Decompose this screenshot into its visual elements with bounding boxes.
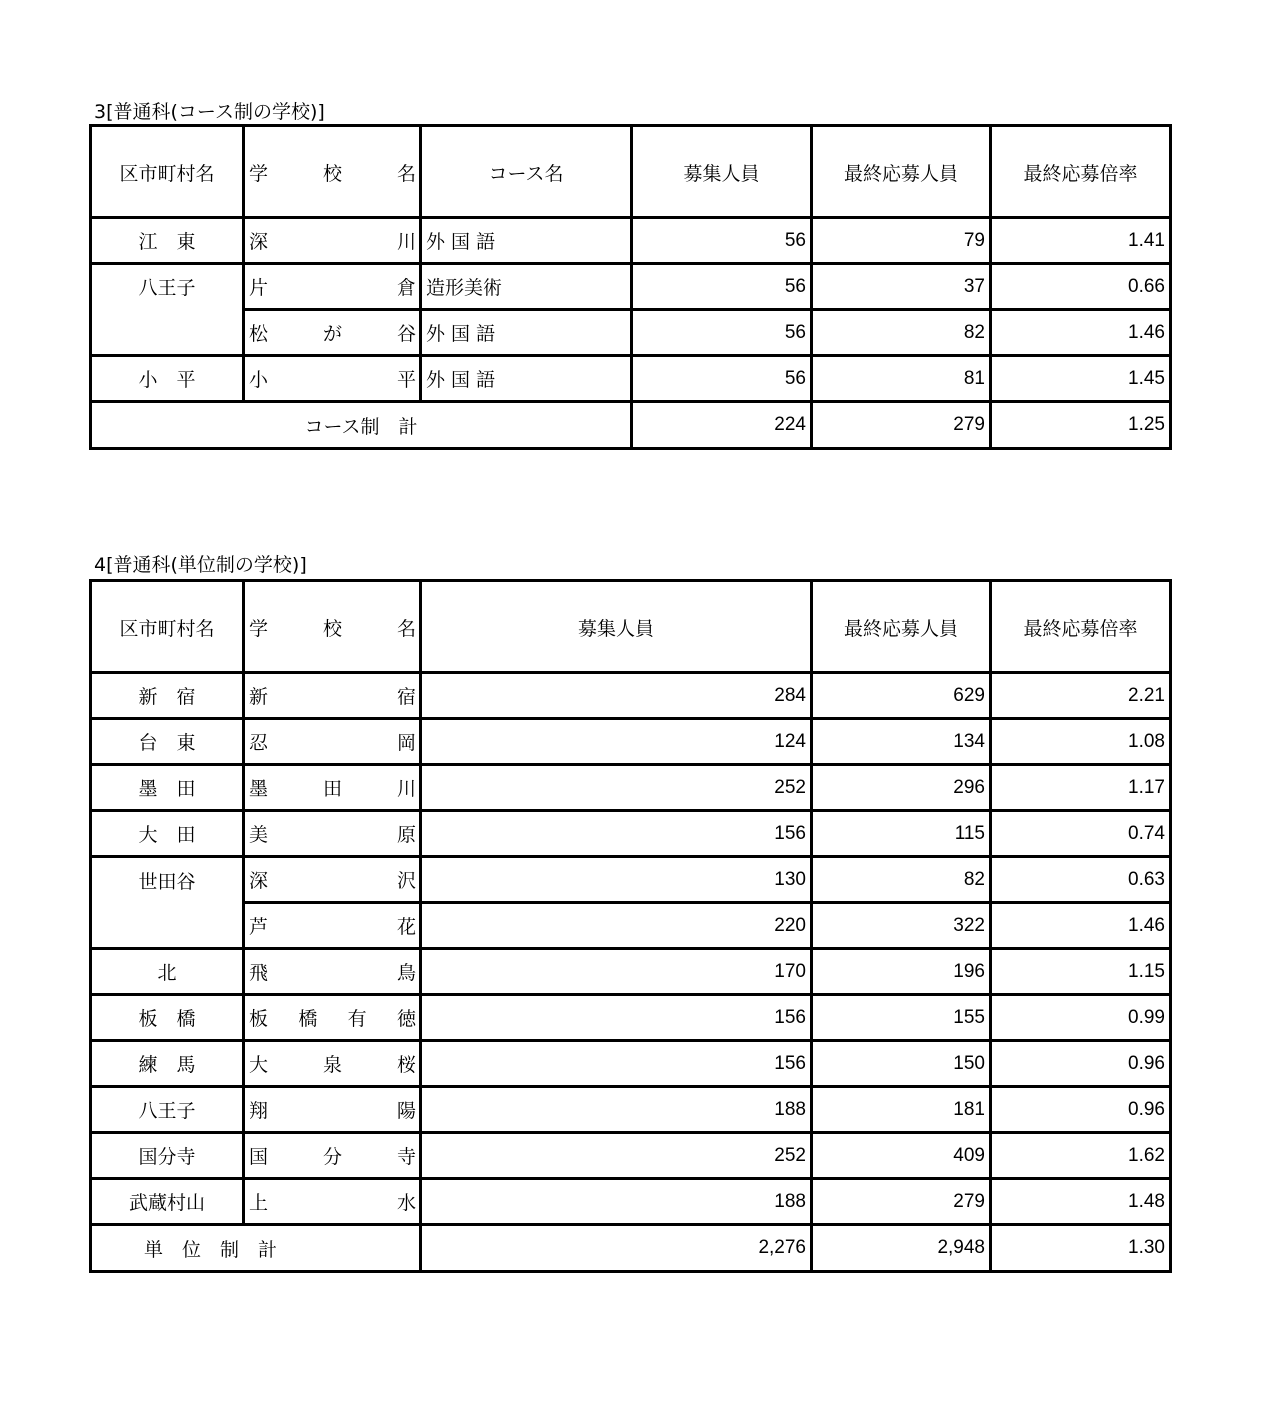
applicants-cell: 81	[963, 367, 985, 389]
header-ratio: 最終応募倍率	[1023, 618, 1138, 640]
total-capacity: 224	[774, 414, 806, 435]
ratio-cell: 1.45	[1128, 367, 1165, 389]
district-cell: 大 田	[138, 824, 196, 846]
header-applicants: 最終応募人員	[843, 163, 958, 185]
header-school-char: 校	[322, 163, 342, 185]
school-char: 芦	[249, 916, 269, 938]
section-3-title: 3[普通科(コース制の学校)]	[94, 101, 325, 123]
school-char: 飛	[249, 962, 269, 984]
school-char: 国	[249, 1146, 269, 1168]
ratio-cell: 1.62	[1128, 1144, 1165, 1166]
school-char: 川	[396, 778, 416, 800]
school-cell	[245, 674, 419, 717]
applicants-cell: 629	[953, 684, 985, 706]
school-cell	[245, 766, 419, 809]
school-cell	[245, 858, 419, 901]
capacity-cell: 188	[774, 1098, 806, 1120]
school-char: 有	[347, 1008, 367, 1030]
school-cell	[245, 950, 419, 993]
total-applicants: 2,948	[937, 1237, 985, 1258]
ratio-cell: 2.21	[1128, 684, 1165, 706]
capacity-cell: 252	[774, 776, 806, 798]
school-cell	[245, 1134, 419, 1177]
district-cell: 練 馬	[138, 1054, 196, 1076]
district-cell: 台 東	[138, 732, 196, 754]
school-char: 水	[396, 1192, 416, 1214]
total-label: コース制 計	[304, 415, 418, 438]
capacity-cell: 56	[784, 367, 806, 389]
capacity-cell: 156	[774, 822, 806, 844]
header-school	[245, 127, 419, 216]
school-char: 沢	[396, 870, 416, 892]
school-char: 寺	[396, 1146, 416, 1168]
header-capacity: 募集人員	[683, 163, 760, 185]
district-cell: 北	[157, 962, 177, 984]
district-cell: 板 橋	[138, 1008, 196, 1030]
ratio-cell: 1.15	[1128, 960, 1165, 982]
header-school-char: 学	[249, 618, 269, 640]
school-char: 忍	[249, 732, 269, 754]
applicants-cell: 82	[963, 868, 985, 890]
school-cell	[245, 311, 419, 354]
capacity-cell: 284	[774, 684, 806, 706]
applicants-cell: 155	[953, 1006, 985, 1028]
header-course: コース名	[488, 163, 564, 185]
applicants-cell: 196	[953, 960, 985, 982]
school-char: 深	[249, 231, 269, 253]
capacity-cell: 56	[784, 275, 806, 297]
total-capacity: 2,276	[758, 1237, 806, 1258]
district-cell: 国分寺	[138, 1146, 196, 1168]
district-cell: 八王子	[138, 277, 196, 299]
header-school	[245, 582, 419, 671]
applicants-cell: 181	[953, 1098, 985, 1120]
school-char: 深	[249, 870, 269, 892]
school-char: 平	[396, 369, 416, 391]
header-applicants: 最終応募人員	[843, 618, 958, 640]
school-cell	[245, 265, 419, 308]
applicants-cell: 150	[953, 1052, 985, 1074]
ratio-cell: 1.46	[1128, 321, 1165, 343]
school-cell	[245, 1180, 419, 1223]
school-char: 橋	[298, 1008, 318, 1030]
school-char: 原	[396, 824, 416, 846]
header-ratio: 最終応募倍率	[1023, 163, 1138, 185]
course-cell: 造形美術	[426, 277, 503, 299]
school-cell	[245, 1088, 419, 1131]
school-char: 徳	[396, 1008, 416, 1030]
district-cell: 世田谷	[138, 871, 196, 893]
school-char: 宿	[396, 686, 416, 708]
school-cell	[245, 219, 419, 262]
school-char: 小	[249, 369, 269, 391]
course-cell: 外 国 語	[426, 369, 496, 391]
district-cell: 新 宿	[138, 686, 196, 708]
school-char: 川	[396, 231, 416, 253]
applicants-cell: 37	[963, 275, 985, 297]
school-char: 新	[249, 686, 269, 708]
capacity-cell: 156	[774, 1006, 806, 1028]
header-school-char: 校	[322, 618, 342, 640]
ratio-cell: 1.41	[1128, 229, 1165, 251]
school-char: 谷	[396, 323, 416, 345]
applicants-cell: 279	[953, 1190, 985, 1212]
course-cell: 外 国 語	[426, 323, 496, 345]
ratio-cell: 1.17	[1128, 776, 1165, 798]
school-cell	[245, 720, 419, 763]
school-char: 岡	[396, 732, 416, 754]
school-cell	[245, 904, 419, 947]
district-cell: 武蔵村山	[128, 1192, 205, 1214]
applicants-cell: 79	[963, 229, 985, 251]
ratio-cell: 0.63	[1128, 868, 1165, 890]
capacity-cell: 220	[774, 914, 806, 936]
capacity-cell: 130	[774, 868, 806, 890]
school-char: 桜	[396, 1054, 416, 1076]
capacity-cell: 156	[774, 1052, 806, 1074]
school-char: 上	[249, 1192, 269, 1214]
district-cell: 小 平	[138, 369, 196, 391]
applicants-cell: 296	[953, 776, 985, 798]
capacity-cell: 56	[784, 321, 806, 343]
school-char: 田	[322, 778, 342, 800]
applicants-cell: 115	[954, 822, 985, 844]
section-4-title: 4[普通科(単位制の学校)]	[94, 554, 307, 576]
capacity-cell: 188	[774, 1190, 806, 1212]
school-char: 板	[249, 1008, 269, 1030]
school-char: 分	[322, 1146, 342, 1168]
school-char: 泉	[322, 1054, 342, 1076]
school-char: 大	[249, 1054, 269, 1076]
header-school-char: 学	[249, 163, 269, 185]
school-char: 翔	[249, 1100, 269, 1122]
ratio-cell: 0.66	[1128, 275, 1165, 297]
district-cell: 八王子	[138, 1100, 196, 1122]
school-char: 倉	[396, 277, 416, 299]
ratio-cell: 0.96	[1128, 1052, 1165, 1074]
district-cell: 江 東	[138, 231, 196, 253]
capacity-cell: 252	[774, 1144, 806, 1166]
school-char: 片	[249, 277, 269, 299]
total-ratio: 1.30	[1128, 1237, 1165, 1258]
school-char: 松	[249, 323, 269, 345]
capacity-cell: 124	[774, 730, 806, 752]
header-capacity: 募集人員	[577, 618, 654, 640]
header-school-char: 名	[396, 618, 416, 640]
course-cell: 外 国 語	[426, 231, 496, 253]
ratio-cell: 1.48	[1128, 1190, 1165, 1212]
applicants-cell: 322	[953, 914, 985, 936]
school-char: 鳥	[396, 962, 416, 984]
school-cell	[245, 357, 419, 400]
district-cell: 墨 田	[138, 778, 196, 800]
capacity-cell: 170	[774, 960, 806, 982]
school-cell	[245, 812, 419, 855]
header-district: 区市町村名	[119, 163, 215, 185]
header-district: 区市町村名	[119, 618, 215, 640]
school-cell	[245, 996, 419, 1039]
applicants-cell: 409	[953, 1144, 985, 1166]
ratio-cell: 0.74	[1128, 822, 1165, 844]
school-char: 花	[396, 916, 416, 938]
applicants-cell: 134	[953, 730, 985, 752]
ratio-cell: 1.08	[1128, 730, 1165, 752]
school-char: 陽	[396, 1100, 416, 1122]
applicants-cell: 82	[963, 321, 985, 343]
total-applicants: 279	[953, 414, 985, 435]
school-cell	[245, 1042, 419, 1085]
school-char: が	[322, 323, 342, 345]
school-char: 墨	[249, 778, 269, 800]
capacity-cell: 56	[784, 229, 806, 251]
header-school-char: 名	[396, 163, 416, 185]
total-label: 単 位 制 計	[143, 1238, 277, 1261]
school-char: 美	[249, 824, 269, 846]
ratio-cell: 0.99	[1128, 1006, 1165, 1028]
ratio-cell: 1.46	[1128, 914, 1165, 936]
ratio-cell: 0.96	[1128, 1098, 1165, 1120]
total-ratio: 1.25	[1128, 414, 1165, 435]
